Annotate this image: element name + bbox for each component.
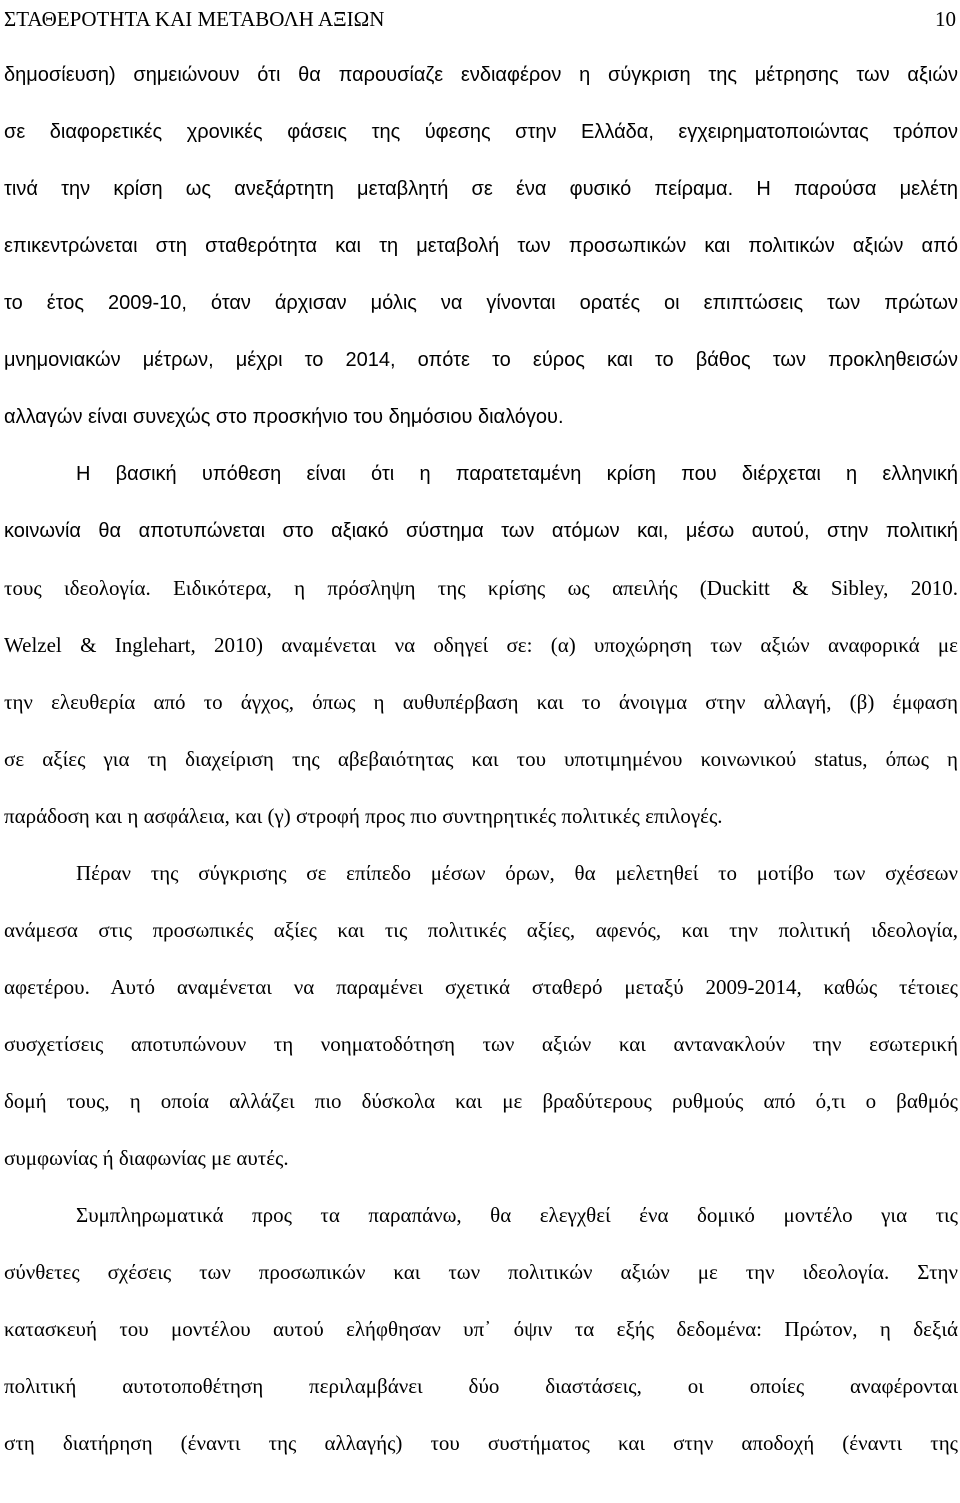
text-line: κατασκευή του μοντέλου αυτού ελήφθησαν υπ᾽ όψιν τα εξής δεδομένα: Πρώτον, η δεξιά: [4, 1317, 958, 1341]
text-line: Πέραν της σύγκρισης σε επίπεδο μέσων όρων, θα μελετηθεί το μοτίβο των σχέσεων: [76, 861, 958, 885]
text-line: μνημονιακών μέτρων, μέχρι το 2014, οπότε το εύρος και το βάθος των προκληθεισών: [4, 349, 958, 371]
text-line: Συμπληρωματικά προς τα παραπάνω, θα ελεγχθεί ένα δομικό μοντέλο για τις: [76, 1203, 958, 1227]
text-line: αλλαγών είναι συνεχώς στο προσκήνιο του δημόσιου διαλόγου.: [4, 406, 564, 428]
paragraph-1: [4, 47, 958, 446]
text-line: την ελευθερία από το άγχος, όπως η αυθυπέρβαση και το άνοιγμα στην αλλαγή, (β) έμφαση: [4, 690, 958, 714]
text-line: τινά την κρίση ως ανεξάρτητη μεταβλητή σε ένα φυσικό πείραμα. Η παρούσα μελέτη: [4, 178, 958, 200]
running-head: [4, 4, 956, 34]
text-line: συμφωνίας ή διαφωνίας με αυτές.: [4, 1146, 289, 1170]
text-line: ανάμεσα στις προσωπικές αξίες και τις πολιτικές αξίες, αφενός, και την πολιτική ιδεολογία,: [4, 918, 958, 942]
body-text: [4, 47, 958, 1472]
text-line: το έτος 2009-10, όταν άρχισαν μόλις να γίνονται ορατές οι επιπτώσεις των πρώτων: [4, 292, 958, 314]
text-line: σε αξίες για τη διαχείριση της αβεβαιότητας και του υποτιμημένου κοινωνικού status, όπως η: [4, 747, 958, 771]
running-head-title: ΣΤΑΘΕΡΟΤΗΤΑ ΚΑΙ ΜΕΤΑΒΟΛΗ ΑΞΙΩΝ: [4, 7, 385, 31]
text-line: στη διατήρηση (έναντι της αλλαγής) του συστήματος και στην αποδοχή (έναντι της: [4, 1431, 958, 1455]
page-number: 10: [935, 7, 956, 31]
text-line: σε διαφορετικές χρονικές φάσεις της ύφεσης στην Ελλάδα, εγχειρηματοποιώντας τρόπον: [4, 121, 958, 143]
text-line: επικεντρώνεται στη σταθερότητα και τη μεταβολή των προσωπικών και πολιτικών αξιών από: [4, 235, 958, 257]
paragraph-3: [4, 845, 958, 1187]
text-line: παράδοση και η ασφάλεια, και (γ) στροφή προς πιο συντηρητικές πολιτικές επιλογές.: [4, 804, 723, 828]
text-line: πολιτική αυτοτοποθέτηση περιλαμβάνει δύο διαστάσεις, οι οποίες αναφέρονται: [4, 1374, 958, 1398]
text-line: συσχετίσεις αποτυπώνουν τη νοηματοδότηση των αξιών και αντανακλούν την εσωτερική: [4, 1032, 958, 1056]
paragraph-2: [4, 446, 958, 845]
text-line: σύνθετες σχέσεις των προσωπικών και των πολιτικών αξιών με την ιδεολογία. Στην: [4, 1260, 958, 1284]
text-line: κοινωνία θα αποτυπώνεται στο αξιακό σύστημα των ατόμων και, μέσω αυτού, στην πολιτική: [4, 520, 958, 542]
text-line: Welzel & Inglehart, 2010) αναμένεται να οδηγεί σε: (α) υποχώρηση των αξιών αναφορικά με: [4, 633, 958, 657]
text-line: τους ιδεολογία. Ειδικότερα, η πρόσληψη της κρίσης ως απειλής (Duckitt & Sibley, 2010.: [4, 576, 958, 600]
text-line: δημοσίευση) σημειώνουν ότι θα παρουσίαζε ενδιαφέρον η σύγκριση της μέτρησης των αξιών: [4, 64, 958, 86]
paragraph-4: [4, 1187, 958, 1472]
text-line: αφετέρου. Αυτό αναμένεται να παραμένει σχετικά σταθερό μεταξύ 2009-2014, καθώς τέτοιες: [4, 975, 958, 999]
text-line: δομή τους, η οποία αλλάζει πιο δύσκολα και με βραδύτερους ρυθμούς από ό,τι ο βαθμός: [4, 1089, 958, 1113]
text-line: Η βασική υπόθεση είναι ότι η παρατεταμένη κρίση που διέρχεται η ελληνική: [76, 463, 958, 485]
